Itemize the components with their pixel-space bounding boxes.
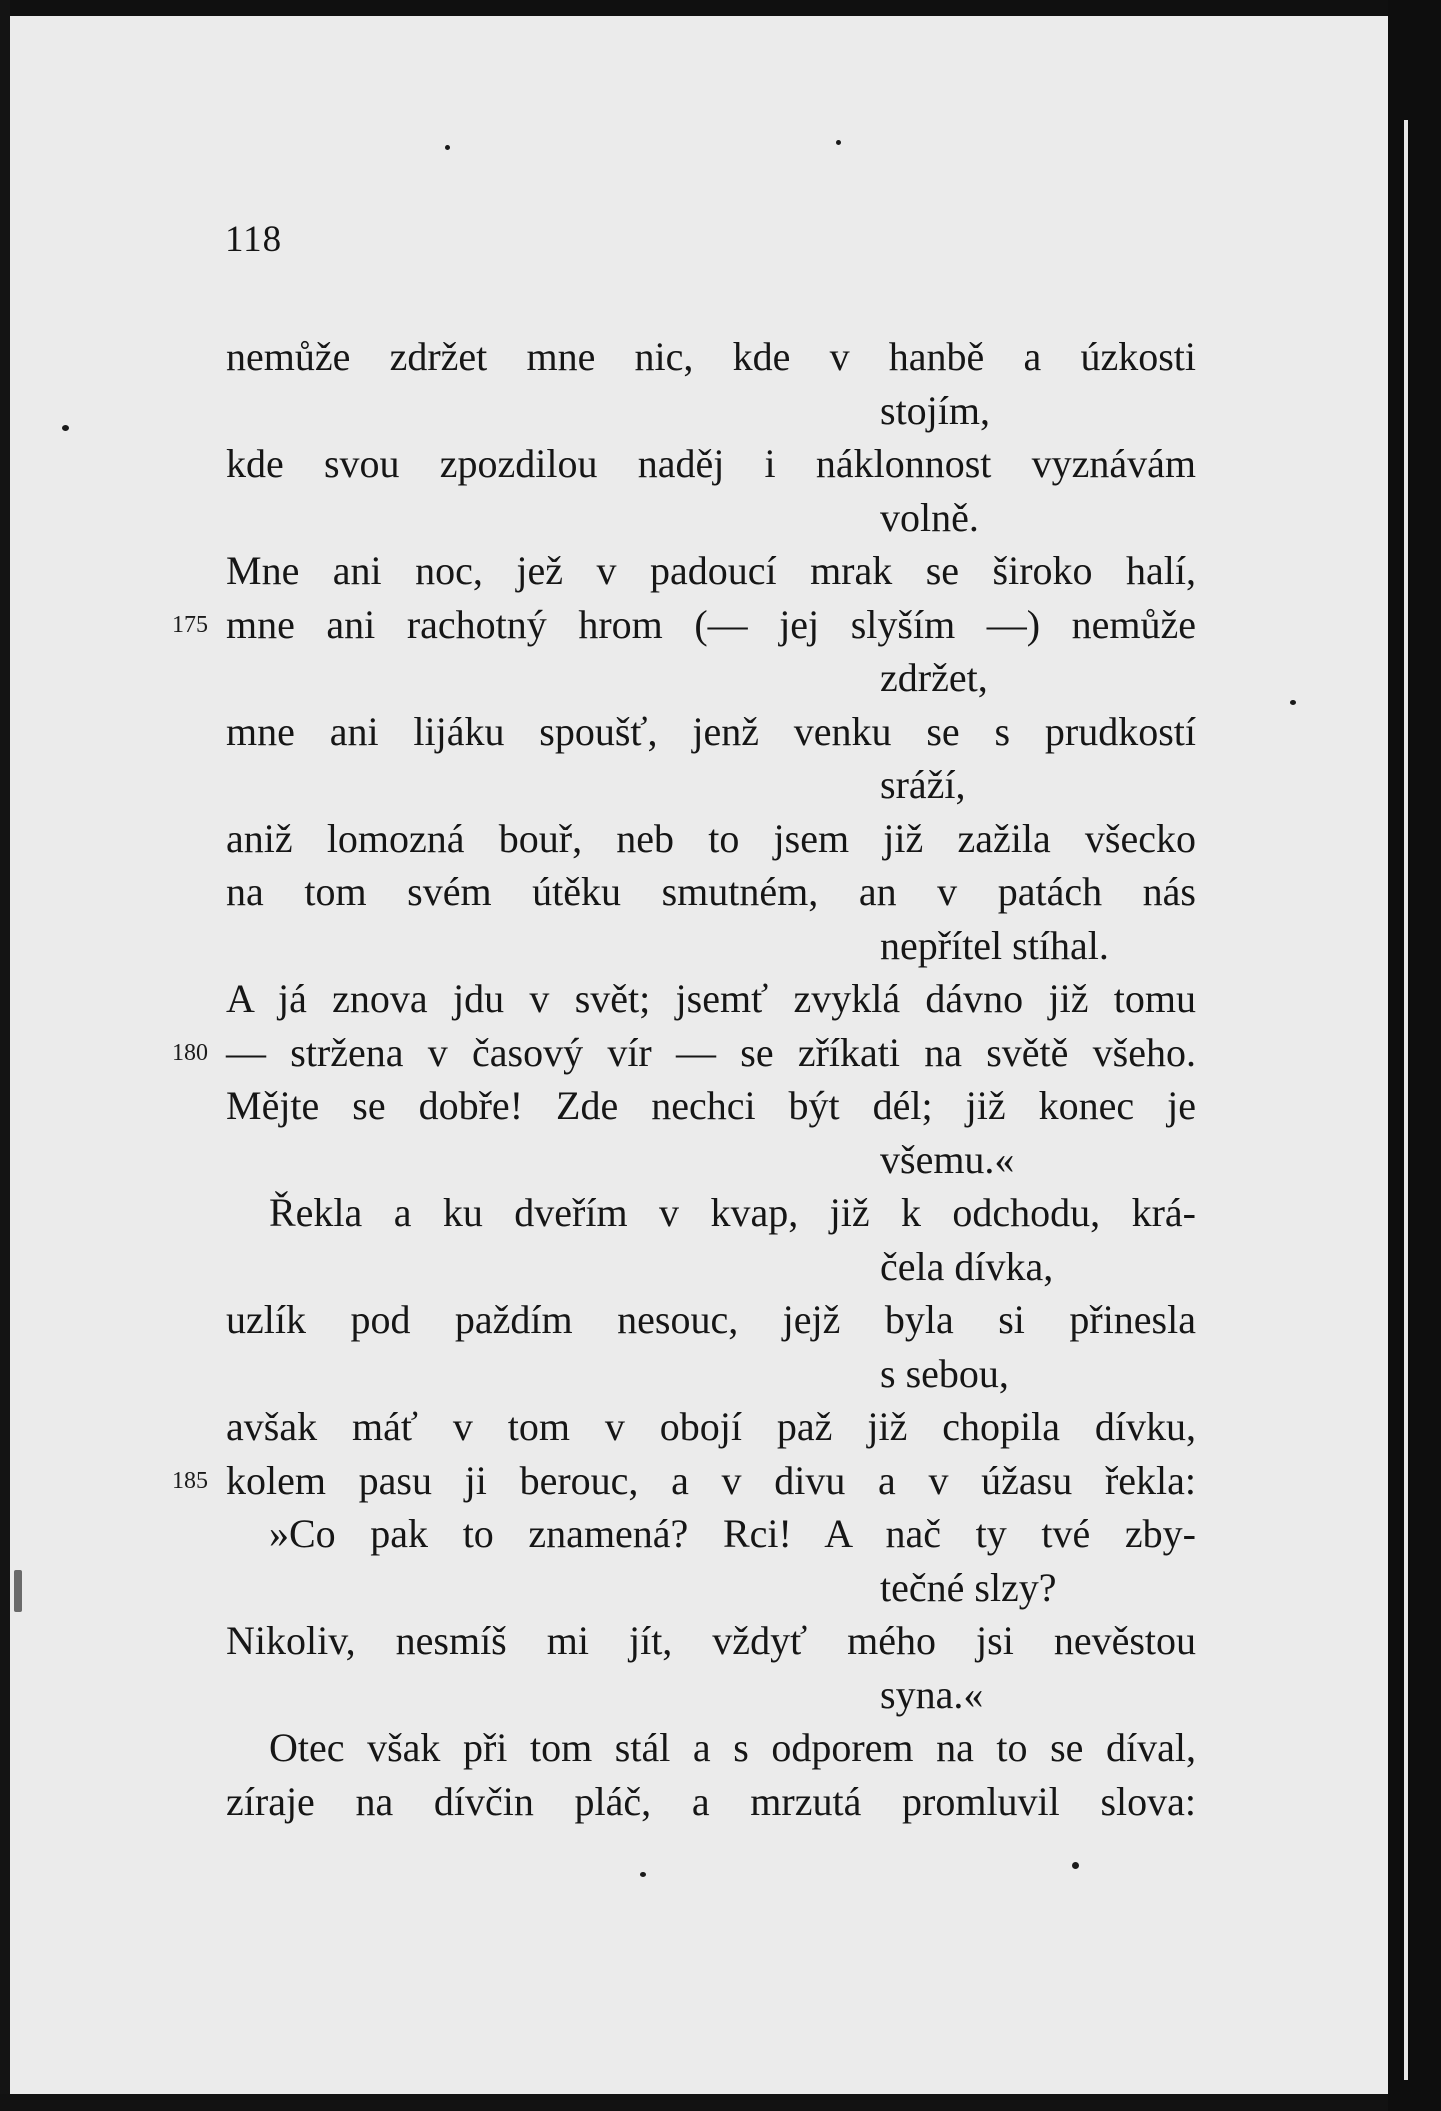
poem-line-continuation: sráží, [880, 762, 966, 807]
poem-line-continuation: tečné slzy? [880, 1565, 1057, 1610]
poem-line: uzlík pod paždím nesouc, jejž byla si přinesla [226, 1297, 1196, 1342]
line-number: 180 [172, 1040, 208, 1066]
poem-line: Nikoliv, nesmíš mi jít, vždyť mého jsi nevěstou [226, 1618, 1196, 1663]
poem-line-indented: Řekla a ku dveřím v kvap, již k odchodu, krá- [269, 1190, 1196, 1235]
poem-line-continuation: syna.« [880, 1672, 984, 1717]
poem-line-continuation: s sebou, [880, 1351, 1009, 1396]
poem-line-continuation: všemu.« [880, 1137, 1015, 1182]
poem-line: avšak máť v tom v obojí paž již chopila dívku, [226, 1404, 1196, 1449]
poem-line: mne ani rachotný hrom (— jej slyším —) nemůže [226, 602, 1196, 647]
scan-border-right [1388, 0, 1441, 2111]
poem-line: kde svou zpozdilou naděj i náklonnost vyznávám [226, 441, 1196, 486]
poem-line-continuation: stojím, [880, 388, 991, 433]
poem-line: mne ani lijáku spoušť, jenž venku se s prudkostí [226, 709, 1196, 754]
poem-line: Mějte se dobře! Zde nechci být dél; již konec je [226, 1083, 1196, 1128]
line-number: 185 [172, 1468, 208, 1494]
poem-line-continuation: nepřítel stíhal. [880, 923, 1109, 968]
poem-line-continuation: zdržet, [880, 655, 988, 700]
scan-border-bottom [0, 2094, 1441, 2111]
poem-line-continuation: čela dívka, [880, 1244, 1054, 1289]
poem-line: aniž lomozná bouř, neb to jsem již zažila všecko [226, 816, 1196, 861]
poem-line: A já znova jdu v svět; jsemť zvyklá dávno již tomu [226, 976, 1196, 1021]
poem-line: nemůže zdržet mne nic, kde v hanbě a úzkosti [226, 334, 1196, 379]
page-number: 118 [225, 219, 283, 260]
poem-line: zíraje na dívčin pláč, a mrzutá promluvil slova: [226, 1779, 1196, 1824]
poem-line: Mne ani noc, jež v padoucí mrak se široko halí, [226, 548, 1196, 593]
poem-line: na tom svém útěku smutném, an v patách nás [226, 869, 1196, 914]
poem-line: kolem pasu ji berouc, a v divu a v úžasu řekla: [226, 1458, 1196, 1503]
line-number: 175 [172, 612, 208, 638]
poem-line-indented: »Co pak to znamená? Rci! A nač ty tvé zby- [269, 1511, 1196, 1556]
poem-line-continuation: volně. [880, 495, 979, 540]
poem-line-indented: Otec však při tom stál a s odporem na to se díval, [269, 1725, 1196, 1770]
poem-line: — stržena v časový vír — se zříkati na světě všeho. [226, 1030, 1196, 1075]
scan-edge-rule [1404, 120, 1408, 2080]
